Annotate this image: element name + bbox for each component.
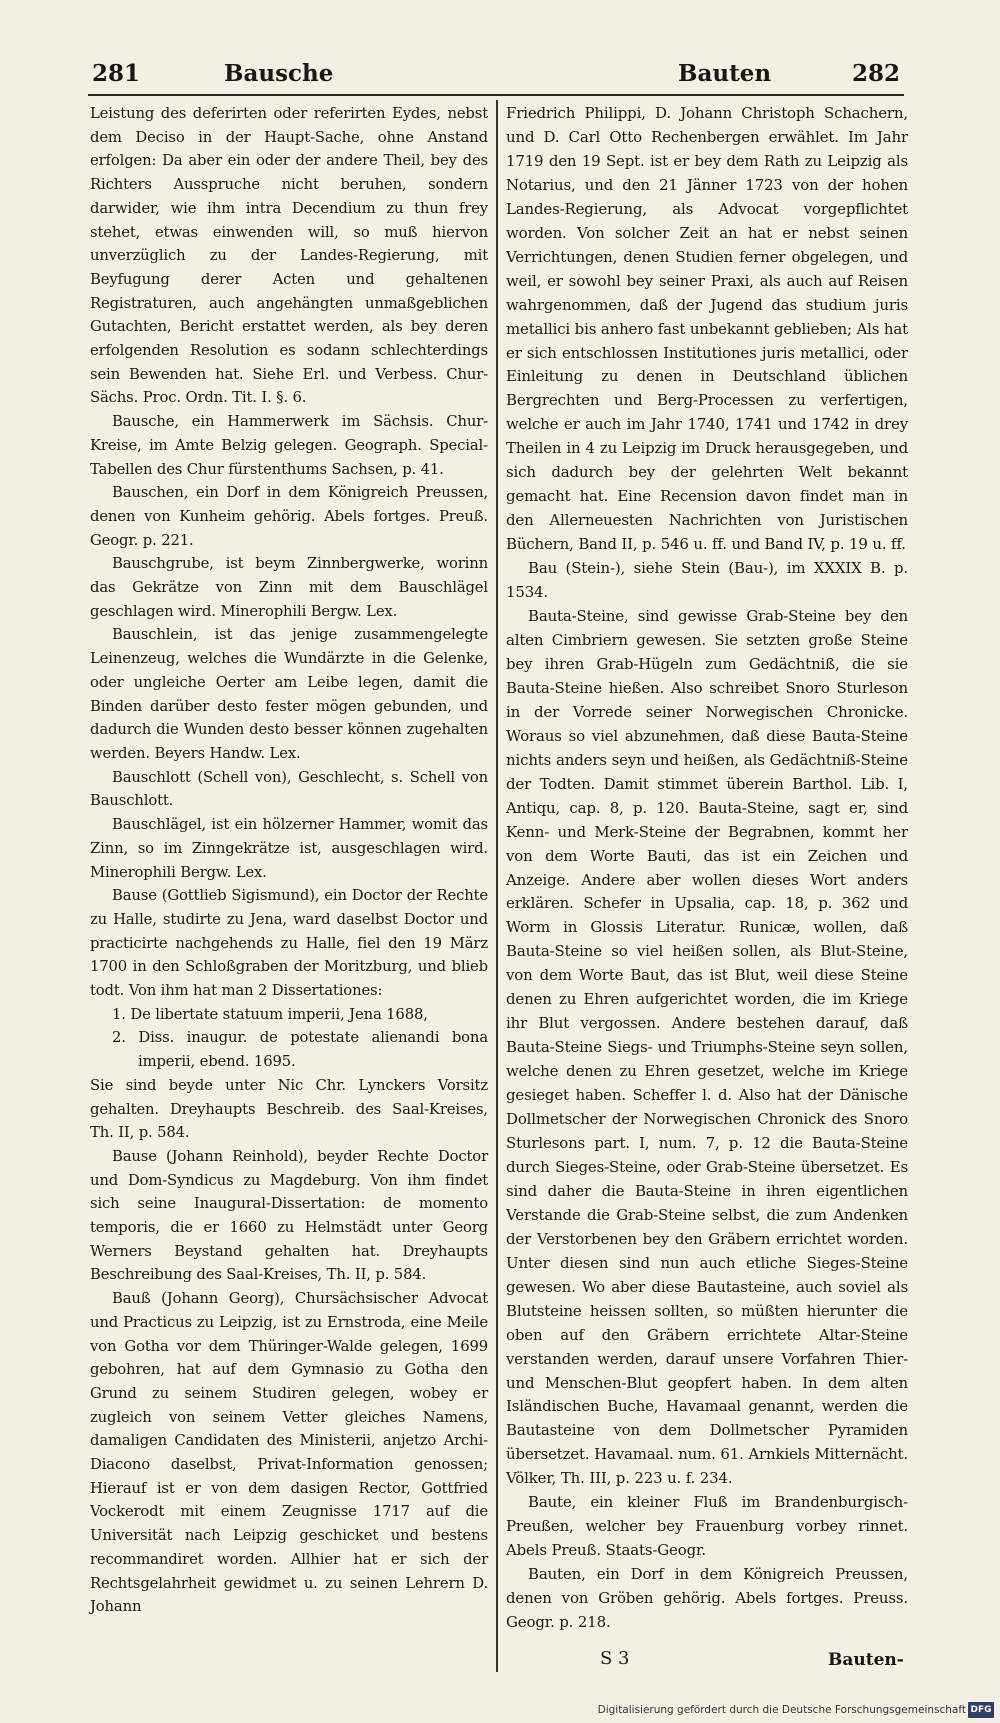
entry-paragraph: Leistung des deferirten oder referirten Eydes, nebst dem Deciso in der Haupt-Sache, ohne Anstand erfolgen: Da aber ein oder der andere Theil, bey des Richters Ausspruche nicht beruhen, sondern darwider, wie ihm intra Decendium zu thun frey stehet, etwas einwenden will, so muß hiervon unverzüglich zu der Landes-Regierung, mit Beyfugung derer Acten und gehaltenen Registraturen, auch angehängten unmaßgeblichen Gutachten, Bericht erstattet werden, als bey deren erfolgenden Resolution es sodann schlechterdings sein Bewenden hat. Siehe Erl. und Verbess. Chur-Sächs. Proc. Ordn. Tit. I. §. 6.: [90, 105, 488, 407]
digitization-credit: Digitalisierung gefördert durch die Deutsche Forschungsgemeinschaft: [597, 1704, 966, 1716]
entry-paragraph: Sie sind beyde unter Nic Chr. Lynckers Vorsitz gehalten. Dreyhaupts Beschreib. des Saal-Kreises, Th. II, p. 584.: [90, 1076, 488, 1142]
entry-paragraph: Bauschgrube, ist beym Zinnbergwerke, worinn das Gekrätze von Zinn mit dem Bauschlägel geschlagen wird. Minerophili Bergw. Lex.: [90, 555, 488, 620]
entry-paragraph: Bause (Johann Reinhold), beyder Rechte Doctor und Dom-Syndicus zu Magdeburg. Von ihm findet sich seine Inaugural-Dissertation: de momento temporis, die er 1660 zu Helmstädt unter Georg Werners Beystand gehalten hat. Dreyhaupts Beschreibung des Saal-Kreises, Th. II, p. 584.: [90, 1147, 488, 1284]
entry-paragraph: Bauten, ein Dorf in dem Königreich Preussen, denen von Gröben gehörig. Abels fortges. Preuss. Geogr. p. 218.: [506, 1565, 908, 1632]
page-number-right: 282: [851, 60, 900, 87]
entry-paragraph: Bauta-Steine, sind gewisse Grab-Steine bey den alten Cimbriern gewesen. Sie setzten große Steine bey ihren Grab-Hügeln zum Gedächtniß, die sie Bauta-Steine hießen. Also schreibet Snoro Sturleson in der Vorrede seiner Norwegischen Chronicke. Woraus so viel abzunehmen, daß diese Bauta-Steine nichts anders seyn und heißen, als Gedächtniß-Steine der Todten. Damit stimmet überein Barthol. Lib. I, Antiqu, cap. 8, p. 120. Bauta-Steine, sagt er, sind Kenn- und Merk-Steine der Begrabnen, kommt her von dem Worte Bauti, das ist ein Zeichen und Anzeige. Andere aber wollen dieses Wort anders erklären. Schefer in Upsalia, cap. 18, p. 362 und Worm in Glossis Literatur. Runicæ, wollen, daß Bauta-Steine so viel heißen sollen, als Blut-Steine, von dem Worte Baut, das ist Blut, weil diese Steine denen zu Ehren aufgerichtet worden, die im Kriege ihr Blut vergossen. Andere bestehen darauf, daß Bauta-Steine Siegs- und Triumphs-Steine seyn sollen, welche denen zu Ehren gesetzet, welche im Kriege gesieget haben. Scheffer l. d. Also hat der Dänische Dollmetscher der Norwegischen Chronick des Snoro Sturlesons part. I, num. 7, p. 12 die Bauta-Steine durch Sieges-Steine, oder Grab-Steine übersetzet. Es sind daher die Bauta-Steine in ihren eigentlichen Verstande die Grab-Steine selbst, die zum Andenken der Verstorbenen bey den Gräbern errichtet worden. Unter diesen sind nun auch etliche Sieges-Steine gewesen. Wo aber diese Bautasteine, auch soviel als Blutsteine heissen sollten, so müßten hierunter die oben auf den Gräbern errichtete Altar-Steine verstanden werden, darauf unsere Vorfahren Thier- und Menschen-Blut geopfert haben. In dem alten Isländischen Buche, Havamaal genannt, werden die Bautasteine von dem Dollmetscher Pyramiden übersetzet. Havamaal. num. 61. Arnkiels Mitternächt. Völker, Th. III, p. 223 u. f. 234.: [506, 607, 908, 1488]
running-header: [92, 60, 900, 94]
entry-paragraph: Bauschen, ein Dorf in dem Königreich Preussen, denen von Kunheim gehörig. Abels fortges. Preuß. Geogr. p. 221.: [90, 484, 488, 549]
entry-paragraph: Bauschlein, ist das jenige zusammengelegte Leinenzeug, welches die Wundärzte in die Gelenke, oder ungleiche Oerter am Leibe legen, damit die Binden darüber desto fester mögen gebunden, und dadurch die Wunden desto besser können zugehalten werden. Beyers Handw. Lex.: [90, 626, 488, 762]
left-column: [90, 102, 488, 1619]
list-item: 1. De libertate statuum imperii, Jena 1688,: [112, 1005, 428, 1023]
signature-mark: S 3: [600, 1648, 630, 1669]
entry-paragraph: Bause (Gottlieb Sigismund), ein Doctor der Rechte zu Halle, studirte zu Jena, ward daselbst Doctor und practicirte nachgehends zu Halle, fiel den 19 März 1700 in den Schloßgraben der Moritzburg, und blieb todt. Von ihm hat man 2 Dissertationes:: [90, 887, 488, 1000]
entry-paragraph: Bauschlott (Schell von), Geschlecht, s. Schell von Bauschlott.: [90, 768, 488, 810]
entry-paragraph: Bauschlägel, ist ein hölzerner Hammer, womit das Zinn, so im Zinngekrätze ist, ausgeschlagen wird. Minerophili Bergw. Lex.: [90, 816, 488, 881]
list-item: 2. Diss. inaugur. de potestate alienandi bona imperii, ebend. 1695.: [112, 1029, 488, 1071]
entry-paragraph: Bau (Stein-), siehe Stein (Bau-), im XXXIX B. p. 1534.: [506, 559, 908, 602]
running-headword-right: Bauten: [678, 60, 772, 87]
right-column: [506, 102, 908, 1635]
catchword: Bauten-: [828, 1650, 904, 1670]
entry-paragraph: Baute, ein kleiner Fluß im Brandenburgisch-Preußen, welcher bey Frauenburg vorbey rinnet. Abels Preuß. Staats-Geogr.: [506, 1493, 908, 1560]
dfg-logo: DFG: [968, 1702, 994, 1718]
entry-paragraph: Bauß (Johann Georg), Chursächsischer Advocat und Practicus zu Leipzig, ist zu Ernstroda, eine Meile von Gotha vor dem Thüringer-Walde gelegen, 1699 gebohren, hat auf dem Gymnasio zu Gotha den Grund zu seinem Studiren gelegen, wobey er zugleich von seinem Vetter gleiches Namens, damaligen Candidaten des Ministerii, anjetzo Archi-Diacono daselbst, Privat-Information genossen; Hierauf ist er von dem dasigen Rector, Gottfried Vockerodt mit einem Zeugnisse 1717 auf die Universität nach Leipzig geschicket und bestens recommandiret worden. Allhier hat er sich der Rechtsgelahrheit gewidmet u. zu seinen Lehrern D. Johann: [90, 1290, 488, 1616]
entry-paragraph: Bausche, ein Hammerwerk im Sächsis. Chur-Kreise, im Amte Belzig gelegen. Geograph. Special-Tabellen des Chur fürstenthums Sachsen, p. 41.: [90, 413, 488, 478]
entry-paragraph: Friedrich Philippi, D. Johann Christoph Schachern, und D. Carl Otto Rechenbergen erwählet. Im Jahr 1719 den 19 Sept. ist er bey dem Rath zu Leipzig als Notarius, und den 21 Jänner 1723 von der hohen Landes-Regierung, als Advocat vorgepflichtet worden. Von solcher Zeit an hat er nebst seinen Verrichtungen, denen Studien ferner obgelegen, und weil, er sowohl bey seiner Praxi, als auch auf Reisen wahrgenommen, daß der Jugend das studium juris metallici bis anhero fast unbekannt geblieben; Als hat er sich entschlossen Institutiones juris metallici, oder Einleitung zu denen in Deutschland üblichen Bergrechten und Berg-Processen zu verfertigen, welche er auch im Jahr 1740, 1741 und 1742 in drey Theilen in 4 zu Leipzig im Druck herausgegeben, und sich dadurch bey der gelehrten Welt bekannt gemacht hat. Eine Recension davon findet man in den Allerneuesten Nachrichten von Juristischen Büchern, Band II, p. 546 u. ff. und Band IV, p. 19 u. ff.: [506, 104, 908, 554]
header-rule: [88, 94, 904, 96]
page-number-left: 281: [92, 60, 141, 87]
running-headword-left: Bausche: [224, 60, 334, 87]
column-separator: [496, 100, 498, 1672]
